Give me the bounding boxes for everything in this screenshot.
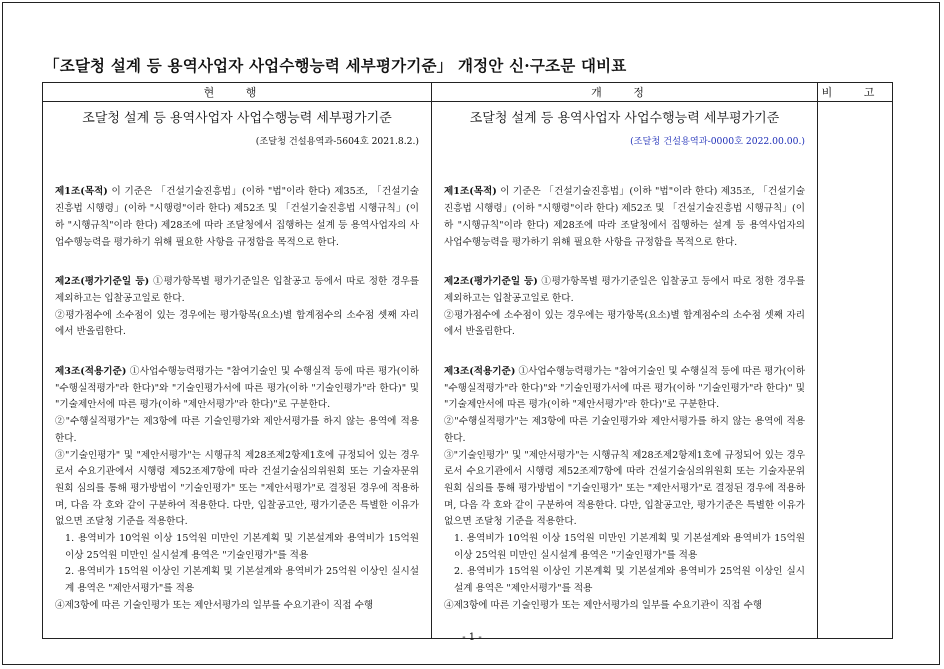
remarks-column — [818, 102, 893, 639]
current-reg-title: 조달청 설계 등 용역사업자 사업수행능력 세부평가기준 — [82, 111, 392, 126]
header-revised: 개 정 — [432, 83, 818, 102]
revised-article-2 — [444, 274, 805, 341]
revised-article-1 — [444, 184, 805, 251]
document-title: 「조달청 설계 등 용역사업자 사업수행능력 세부평가기준」 개정안 신·구조문 대비표 — [44, 56, 627, 75]
current-art1-body: 이 기준은 「건설기술진흥법」(이하 "법"이라 한다) 제35조, 「건설기술진흥법 시행령」(이하 "시행령"이라 한다) 제52조 및 「건설기술진흥법 시행규칙」(이하 "시행규칙"이라 한다) 제28조에 따라 조달청에서 집행하는 설계 등 용역사업자의 사업수행능력을 평가하기 위해 필요한 사항을 규정함을 목적으로 한다. — [55, 186, 419, 248]
current-art3-item2: 2. 용역비가 15억원 이상인 기본계획 및 기본설계와 용역비가 25억원 이상인 실시설계 용역은 "제안서평가"를 적용 — [65, 566, 419, 595]
table-header-row — [43, 83, 893, 102]
current-article-1 — [55, 184, 419, 251]
page-number: - 1 - — [462, 632, 482, 643]
revised-art3-item2: 2. 용역비가 15억원 이상인 기본계획 및 기본설계와 용역비가 25억원 이상인 실시설계 용역은 "제안서평가"를 적용 — [454, 566, 805, 595]
header-remarks: 비 고 — [818, 83, 893, 102]
revised-art3-p4: ④제3항에 따른 기술인평가 또는 제안서평가의 일부를 수요기관이 직접 수행 — [444, 599, 763, 611]
current-art2-p1: ①평가항목별 평가기준일은 입찰공고 등에서 따로 정한 경우를 제외하고는 입찰공고일로 한다. — [55, 276, 419, 304]
revised-art3-p3: ③"기술인평가" 및 "제안서평가"는 시행규칙 제28조제2항제1호에 규정되어 있는 경우로서 수요기관에서 시행령 제52조제7항에 따라 건설기술심의위원회 또는 기술자문위원회 심의를 통해 평가방법이 "기술인평가" 또는 "제안서평가"로 결정된 경우에 적용하며, 다음 각 호와 같이 구분하여 적용한다. 다만, 입찰공고안, 평가기준은 특별한 이유가 없으면 조달청 기준을 적용한다. — [444, 449, 805, 528]
current-article-2 — [55, 274, 419, 341]
current-art2-p2: ②평가점수에 소수점이 있는 경우에는 평가항목(요소)별 합계점수의 소수점 셋째 자리에서 반올림한다. — [55, 309, 419, 338]
revised-art3-p2: ②"수행실적평가"는 제3항에 따른 기술인평가와 제안서평가를 하지 않는 용역에 적용한다. — [444, 416, 805, 444]
revised-art2-p2: ②평가점수에 소수점이 있는 경우에는 평가항목(요소)별 합계점수의 소수점 셋째 자리에서 반올림한다. — [444, 309, 805, 338]
revised-article-3 — [444, 364, 805, 615]
current-art3-item1: 1. 용역비가 10억원 이상 15억원 미만인 기본계획 및 기본설계와 용역비가 15억원 이상 25억원 미만인 실시설계 용역은 "기술인평가"를 적용 — [65, 533, 419, 561]
current-reg-no: (조달청 건설용역과-5604호 2021.8.2.) — [255, 135, 419, 147]
current-column — [43, 102, 432, 639]
current-art3-p1: ①사업수행능력평가는 "참여기술인 및 수행실적 등에 따른 평가(이하 "수행실적평가"라 한다)"와 "기술인평가서에 따른 평가(이하 "기술인평가"라 한다)" 및 "기술제안서에 따른 평가(이하 "제안서평가"라 한다)"로 구분한다. — [55, 366, 419, 411]
current-art1-head: 제1조(목적) — [55, 186, 108, 198]
revised-reg-no: (조달청 건설용역과-0000호 2022.00.00.) — [630, 135, 805, 147]
revised-column — [432, 102, 818, 639]
current-art3-p4: ④제3항에 따른 기술인평가 또는 제안서평가의 일부를 수요기관이 직접 수행 — [55, 599, 374, 611]
revised-art3-p1: ①사업수행능력평가는 "참여기술인 및 수행실적 등에 따른 평가(이하 "수행실적평가"라 한다)"와 "기술인평가서에 따른 평가(이하 "기술인평가"라 한다)" 및 "기술제안서에 따른 평가(이하 "제안서평가"라 한다)"로 구분한다. — [444, 366, 805, 411]
current-art2-head: 제2조(평가기준일 등) — [55, 276, 150, 288]
revised-art3-item1: 1. 용역비가 10억원 이상 15억원 미만인 기본계획 및 기본설계와 용역비가 15억원 이상 25억원 미만인 실시설계 용역은 "기술인평가"를 적용 — [454, 533, 805, 561]
revised-reg-title: 조달청 설계 등 용역사업자 사업수행능력 세부평가기준 — [469, 111, 780, 126]
comparison-table — [42, 82, 893, 639]
current-article-3 — [55, 364, 419, 615]
revised-art1-head: 제1조(목적) — [444, 186, 497, 198]
current-art3-p2: ②"수행실적평가"는 제3항에 따른 기술인평가와 제안서평가를 하지 않는 용역에 적용한다. — [55, 416, 419, 444]
header-current: 현 행 — [43, 83, 432, 102]
revised-art2-p1: ①평가항목별 평가기준일은 입찰공고 등에서 따로 정한 경우를 제외하고는 입찰공고일로 한다. — [444, 276, 805, 304]
current-art3-head: 제3조(적용기준) — [55, 366, 127, 378]
revised-art2-head: 제2조(평가기준일 등) — [444, 276, 538, 288]
current-art3-p3: ③"기술인평가" 및 "제안서평가"는 시행규칙 제28조제2항제1호에 규정되어 있는 경우로서 수요기관에서 시행령 제52조제7항에 따라 건설기술심의위원회 또는 기술자문위원회 심의를 통해 평가방법이 "기술인평가" 또는 "제안서평가"로 결정된 경우에 적용하며, 다음 각 호와 같이 구분하여 적용한다. 다만, 입찰공고안, 평가기준은 특별한 이유가 없으면 조달청 기준을 적용한다. — [55, 449, 419, 528]
revised-art1-body: 이 기준은 「건설기술진흥법」(이하 "법"이라 한다) 제35조, 「건설기술진흥법 시행령」(이하 "시행령"이라 한다) 제52조 및 「건설기술진흥법 시행규칙」(이하 "시행규칙"이라 한다) 제28조에 따라 조달청에서 집행하는 설계 등 용역사업자의 사업수행능력을 평가하기 위해 필요한 사항을 규정함을 목적으로 한다. — [444, 186, 805, 248]
table-body-row — [43, 102, 893, 639]
revised-art3-head: 제3조(적용기준) — [444, 366, 516, 378]
